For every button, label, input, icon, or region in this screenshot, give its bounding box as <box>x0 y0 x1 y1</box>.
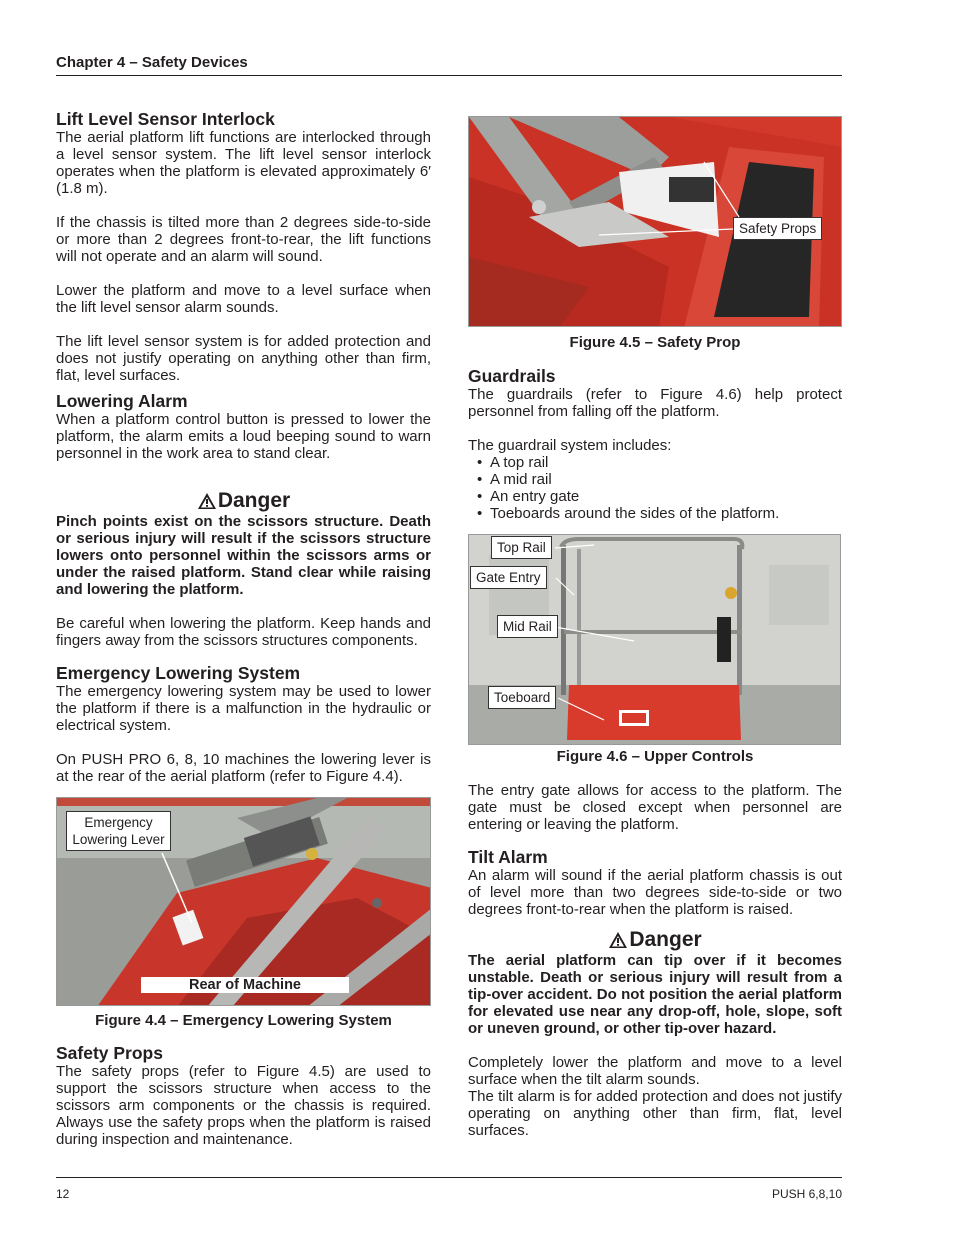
list-item: • A top rail <box>477 454 842 471</box>
callout-leader-lines <box>469 117 842 327</box>
paragraph: The lift level sensor system is for added protection and does not justify operating on anything other than firm, flat, level surfaces. <box>56 333 431 384</box>
list-item: • A mid rail <box>477 471 842 488</box>
figure-caption: Figure 4.4 – Emergency Lowering System <box>95 1012 392 1029</box>
figure-safety-prop-photo <box>468 116 842 327</box>
paragraph: The emergency lowering system may be used to lower the platform if there is a malfunction in the hydraulic or electrical system. <box>56 683 431 734</box>
paragraph: The aerial platform lift functions are interlocked through a level sensor system. The lift level sensor interlock operates when the platform is elevated approximately 6′ (1.8 m). <box>56 129 431 197</box>
paragraph: Lower the platform and move to a level surface when the lift level sensor alarm sounds. <box>56 282 431 316</box>
paragraph: When a platform control button is pressed to lower the platform, the alarm emits a loud beeping sound to warn personnel in the work area to stand clear. <box>56 411 431 462</box>
warning-icon <box>197 492 217 510</box>
danger-text: The aerial platform can tip over if it becomes unstable. Death or serious injury will result from a tip-over accident. Do not position the aerial platform for elevated use near any drop-off, hole, slope, soft or uneven ground, or other tip-over hazard. <box>468 952 842 1037</box>
paragraph: On PUSH PRO 6, 8, 10 machines the lowering lever is at the rear of the aerial platform (refer to Figure 4.4). <box>56 751 431 785</box>
figure-upper-controls-photo <box>468 534 841 745</box>
section-title-emergency-lowering: Emergency Lowering System <box>56 663 301 683</box>
rear-of-machine-label: Rear of Machine <box>141 977 349 993</box>
footer-rule <box>56 1177 842 1178</box>
callout-emergency-lowering-lever: Emergency Lowering Lever <box>66 811 171 851</box>
section-title-lift-level: Lift Level Sensor Interlock <box>56 109 275 129</box>
callout-toeboard: Toeboard <box>488 686 556 709</box>
paragraph: The entry gate allows for access to the platform. The gate must be closed except when personnel are entering or leaving the platform. <box>468 782 842 833</box>
callout-leader-line <box>57 798 431 1006</box>
warning-icon <box>608 931 628 949</box>
paragraph: The tilt alarm is for added protection and does not justify operating on anything other than firm, flat, level surfaces. <box>468 1088 842 1139</box>
paragraph: If the chassis is tilted more than 2 degrees side-to-side or more than 2 degrees front-to-rear, the lift functions will not operate and an alarm will sound. <box>56 214 431 265</box>
danger-heading: Danger <box>468 928 842 952</box>
paragraph: The safety props (refer to Figure 4.5) are used to support the scissors structure when access to the scissors arm components or the chassis is required. Always use the safety props when the platform is raised during inspection and maintenance. <box>56 1063 431 1148</box>
right-column <box>468 116 842 1139</box>
left-column <box>56 106 431 1148</box>
figure-emergency-lowering-photo <box>56 797 431 1006</box>
section-title-safety-props: Safety Props <box>56 1043 163 1063</box>
list-item: • Toeboards around the sides of the platform. <box>477 505 842 522</box>
paragraph: The guardrail system includes: <box>468 437 672 454</box>
danger-heading: Danger <box>56 489 431 513</box>
callout-gate-entry: Gate Entry <box>470 566 547 589</box>
guardrail-list <box>468 454 842 522</box>
list-item: • An entry gate <box>477 488 842 505</box>
section-title-lowering-alarm: Lowering Alarm <box>56 391 188 411</box>
danger-text: Pinch points exist on the scissors structure. Death or serious injury will result if the scissors structure lowers onto personnel within the scissors arms or under the raised platform. Stand clear while raising and lowering the platform. <box>56 513 431 598</box>
paragraph: The guardrails (refer to Figure 4.6) help protect personnel from falling off the platform. <box>468 386 842 420</box>
model-name: PUSH 6,8,10 <box>771 1187 842 1201</box>
paragraph: Completely lower the platform and move to a level surface when the tilt alarm sounds. <box>468 1054 842 1088</box>
figure-caption: Figure 4.5 – Safety Prop <box>569 334 741 351</box>
callout-mid-rail: Mid Rail <box>497 615 558 638</box>
callout-safety-props: Safety Props <box>733 217 822 240</box>
figure-caption: Figure 4.6 – Upper Controls <box>556 748 754 765</box>
header-rule <box>56 75 842 76</box>
chapter-header: Chapter 4 – Safety Devices <box>56 54 248 71</box>
callout-top-rail: Top Rail <box>491 536 552 559</box>
section-title-guardrails: Guardrails <box>468 366 556 386</box>
paragraph: An alarm will sound if the aerial platform chassis is out of level more than two degrees side-to-side or two degrees front-to-rear when the platform is raised. <box>468 867 842 918</box>
paragraph: Be careful when lowering the platform. Keep hands and fingers away from the scissors structures components. <box>56 615 431 649</box>
section-title-tilt-alarm: Tilt Alarm <box>468 847 548 867</box>
page-number: 12 <box>56 1187 70 1201</box>
